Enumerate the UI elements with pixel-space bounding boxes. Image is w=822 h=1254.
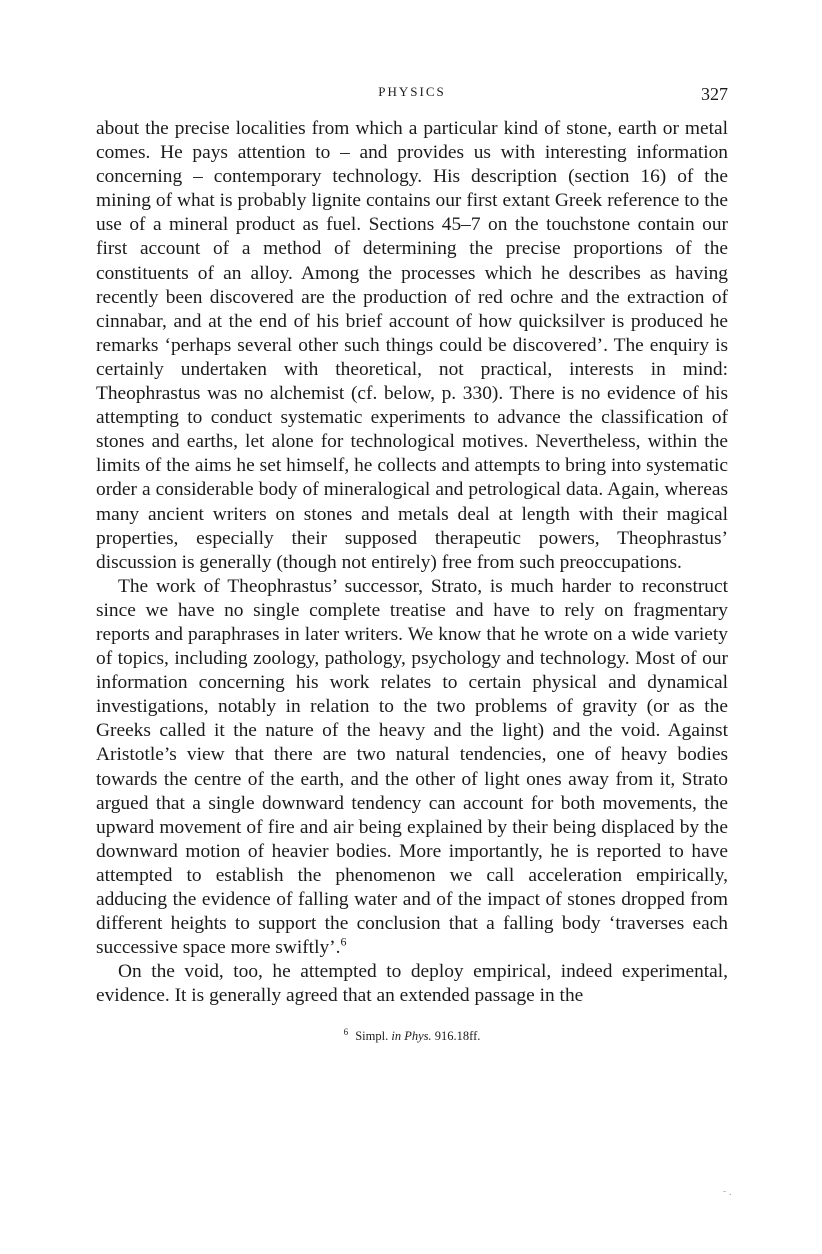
paragraph-strato-text: The work of Theophrastus’ successor, Strato, is much harder to reconstruct since we have no single complete treatise and have to rely on fragmentary reports and paraphrases in later writers. We know that he wrote on a wide variety of topics, including zoology, pathology, psychology and technology. Most of our information concerning his work relates to certain physical and dynamical investigations, notably in relation to the two problems of gravity (or as the Greeks called it the nature of the heavy and the light) and the void. Against Aristotle’s view that there are two natural tendencies, one of heavy bodies towards the centre of the earth, and the other of light ones away from it, Strato argued that a single downward tendency can account for both movements, the upward movement of fire and air being explained by their being displaced by the downward motion of heavier bodies. More importantly, he is reported to have attempted to establish the phenomenon we call acceleration empirically, adducing the evidence of falling water and of the impact of stones dropped from different heights to support the conclusion that a falling body ‘traverses each successive space more swiftly’. (96, 575, 728, 959)
footnote-connector: in (391, 1029, 402, 1044)
footnote-mark: 6 (343, 1027, 349, 1037)
footnote-work: Phys. (404, 1029, 432, 1044)
footnote-reference[interactable]: 6 (340, 934, 347, 949)
running-title: PHYSICS (378, 84, 446, 99)
running-head (96, 84, 728, 108)
paragraph-strato (96, 575, 728, 961)
footnote-locus: 916.18ff. (434, 1029, 481, 1044)
scan-mark: ˜ · (722, 1190, 732, 1201)
body-text (96, 117, 728, 1008)
footnote-author: Simpl. (355, 1029, 389, 1044)
page-number: 327 (701, 84, 728, 104)
paragraph-void: On the void, too, he attempted to deploy empirical, indeed experimental, evidence. It is generally agreed that an extended passage in the (96, 961, 728, 1007)
paragraph-minerals: about the precise localities from which a particular kind of stone, earth or metal comes. He pays attention to – and provides us with interesting information concerning – contemporary technology. His description (section 16) of the mining of what is probably lignite contains our first extant Greek reference to the use of a mineral product as fuel. Sections 45–7 on the touchstone contain our first account of a method of determining the precise proportions of the constituents of an alloy. Among the processes which he describes as having recently been discovered are the production of red ochre and the extraction of cinnabar, and at the end of his brief account of how quicksilver is produced he remarks ‘perhaps several other such things could be discovered’. The enquiry is certainly undertaken with theoretical, not practical, interests in mind: Theophrastus was no alchemist (cf. below, p. 330). There is no evidence of his attempting to conduct systematic experiments to advance the classification of stones and earths, let alone for technological motives. Nevertheless, within the limits of the aims he set himself, he collects and attempts to bring into systematic order a considerable body of mineralogical and petrological data. Again, whereas many ancient writers on stones and metals deal at length with their magical properties, especially their supposed therapeutic powers, Theophrastus’ discussion is generally (though not entirely) free from such preoccupations. (96, 118, 728, 573)
footnote (96, 1024, 728, 1044)
